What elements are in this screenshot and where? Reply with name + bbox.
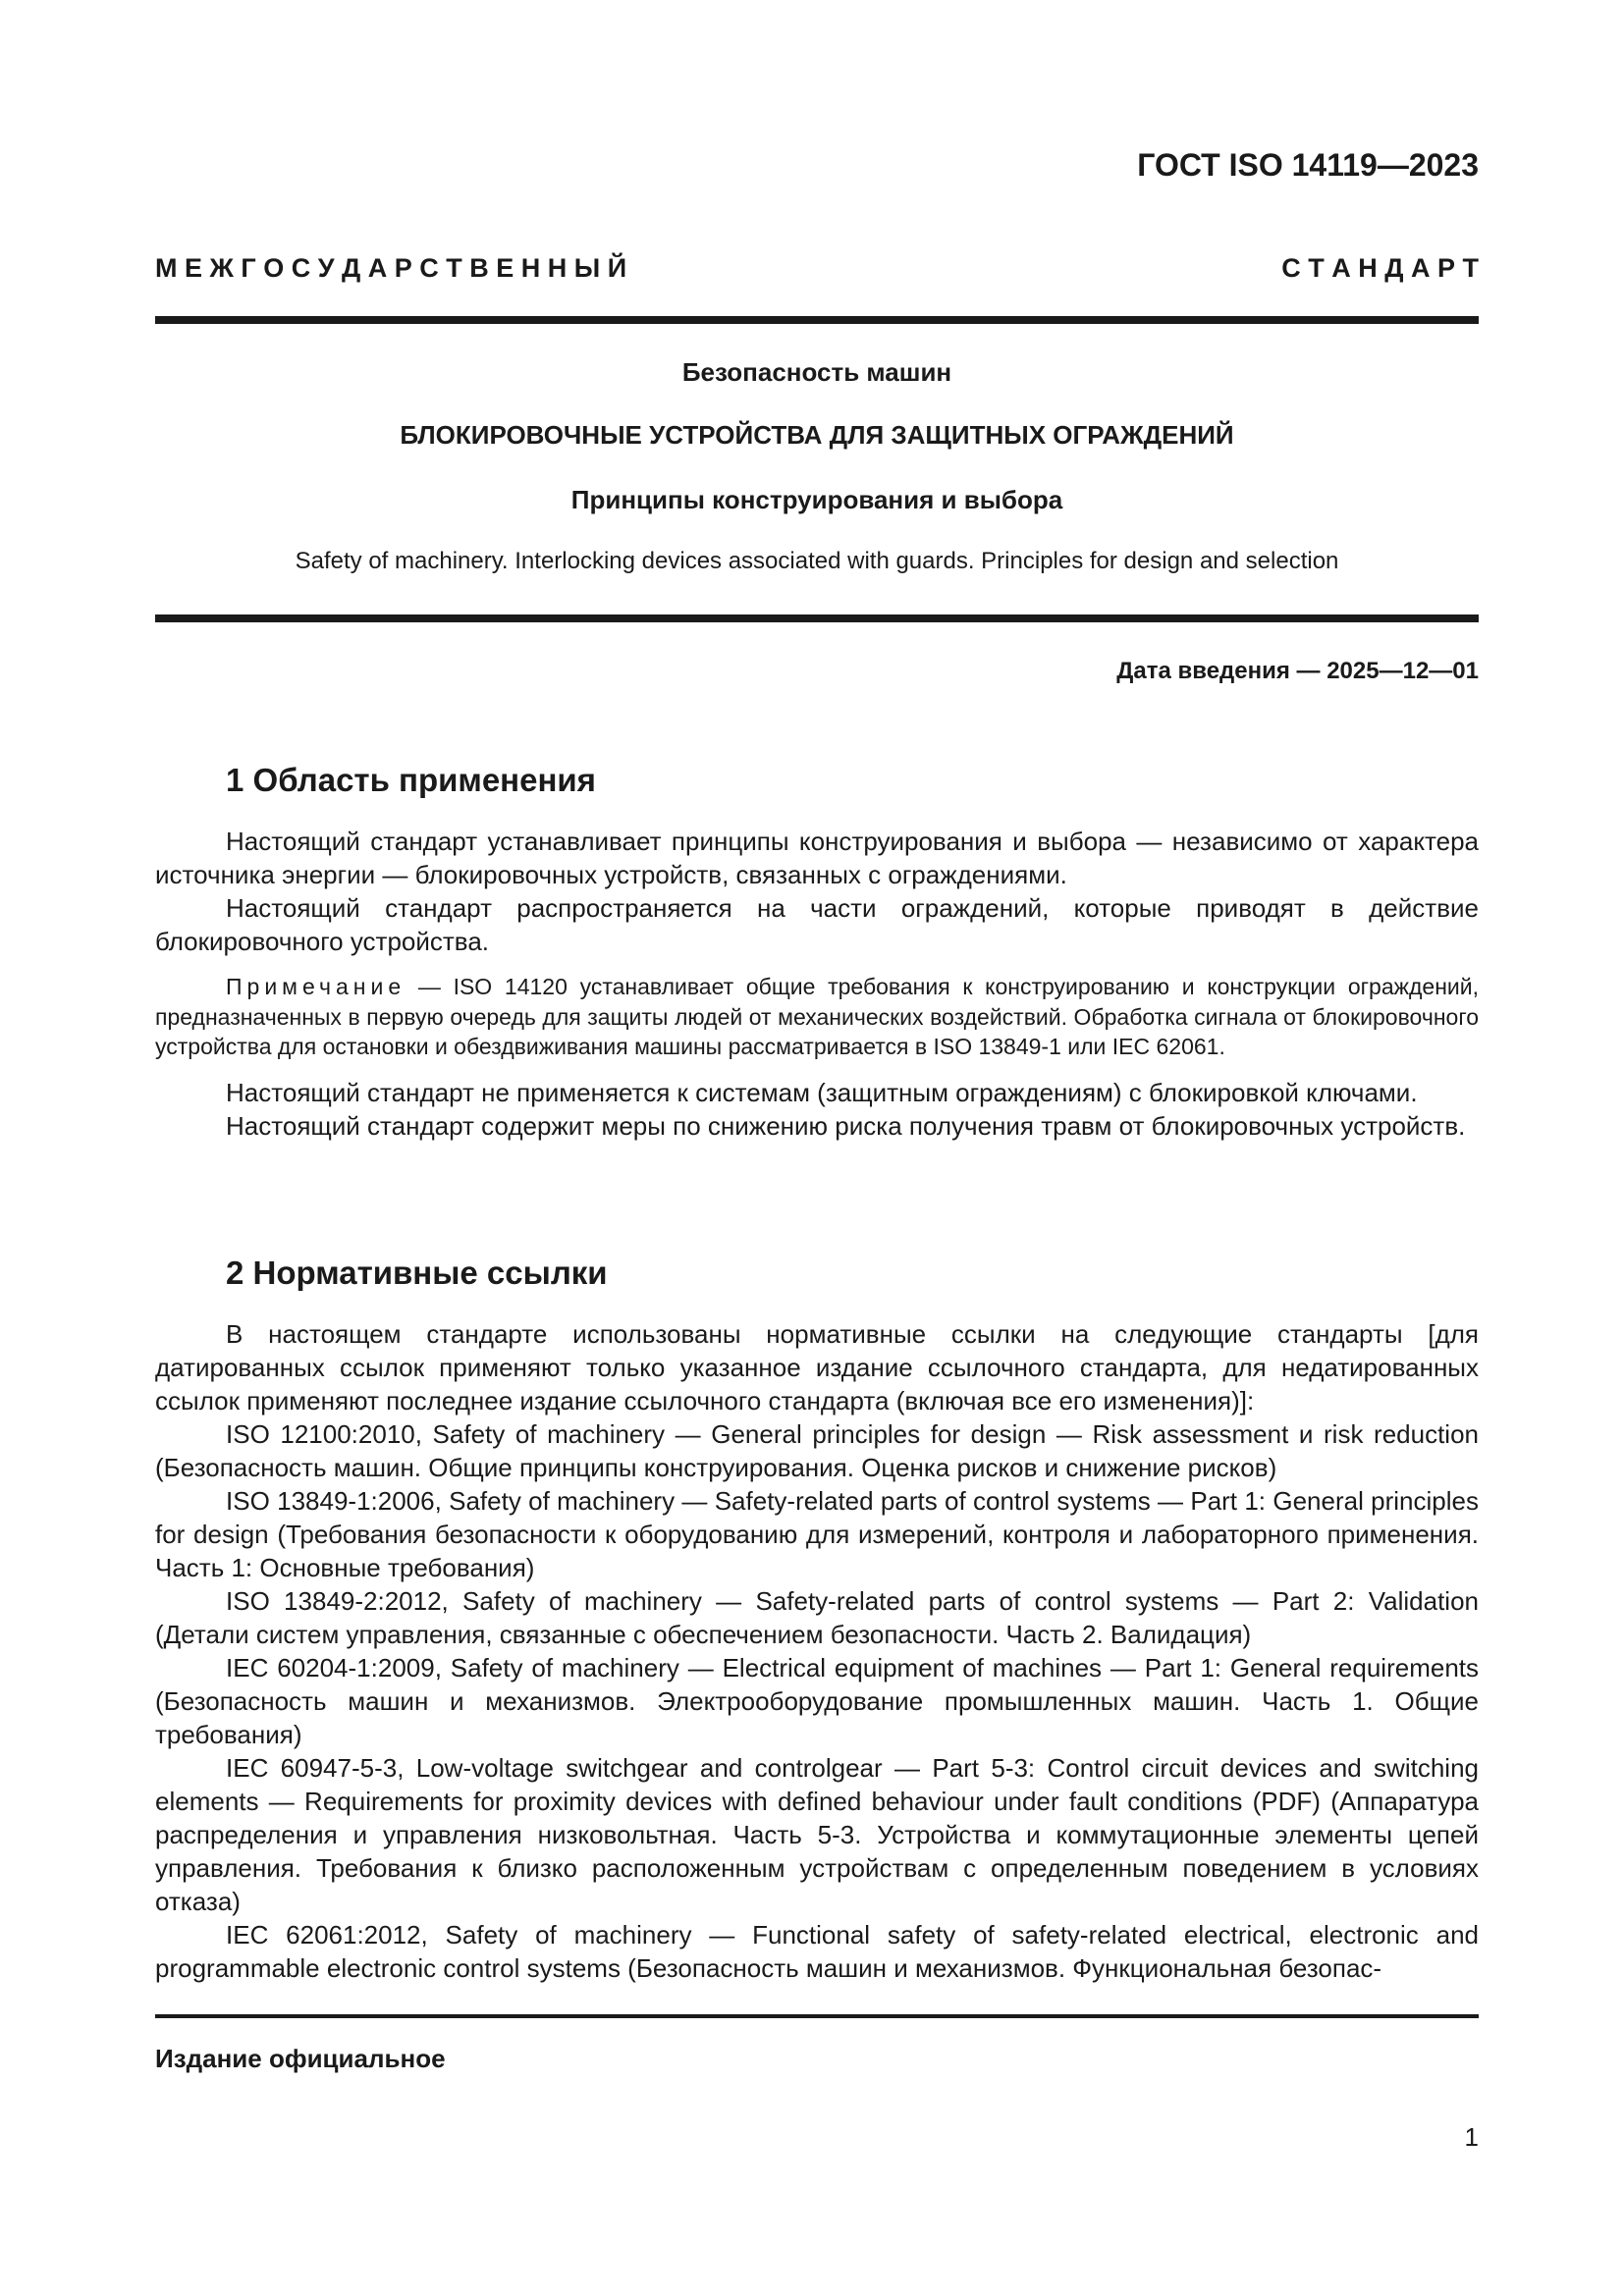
section-1-note	[155, 972, 1479, 1062]
reference-item: IEC 62061:2012, Safety of machinery — Functional safety of safety-related electrical, electronic and programmable electronic control systems (Безопасность машин и механизмов. Функциональная безопас-	[155, 1920, 1479, 1983]
section-2-heading: 2 Нормативные ссылки	[226, 1255, 608, 1291]
title-subtitle: Принципы конструирования и выбора	[570, 485, 1063, 514]
document-page	[155, 0, 1479, 2296]
section-1-heading: 1 Область применения	[226, 762, 596, 798]
title-english: Safety of machinery. Interlocking devices associated with guards. Principles for design and selection	[295, 548, 1339, 574]
section-1	[155, 762, 1479, 1143]
reference-item: ISO 12100:2010, Safety of machinery — General principles for design — Risk assessment и risk reduction (Безопасность машин. Общие принципы конструирования. Оценка рисков и снижение рисков)	[155, 1419, 1479, 1482]
section-1-paragraph: Настоящий стандарт устанавливает принципы конструирования и выбора — независимо от характера источника энергии — блокировочных устройств, связанных с ограждениями.	[155, 827, 1479, 889]
standard-type-left: М Е Ж Г О С У Д А Р С Т В Е Н Н Ы Й	[155, 253, 627, 283]
standard-type	[155, 253, 1479, 284]
title-divider	[155, 614, 1479, 622]
title-main: БЛОКИРОВОЧНЫЕ УСТРОЙСТВА ДЛЯ ЗАЩИТНЫХ ОГРАЖДЕНИЙ	[400, 420, 1234, 450]
title-category: Безопасность машин	[681, 357, 952, 387]
reference-item: ISO 13849-1:2006, Safety of machinery — Safety-related parts of control systems — Part 1: General principles for design (Требования безопасности к оборудованию для измерений, контроля и лабораторного применения. Часть 1: Основные требования)	[155, 1486, 1479, 1582]
note-label: Примечание	[226, 974, 406, 999]
section-2-intro: В настоящем стандарте использованы нормативные ссылки на следующие стандарты [для датированных ссылок применяют только указанное издание ссылочного стандарта, для недатированных ссылок применяют последнее издание ссылочного стандарта (включая все его изменения)]:	[155, 1319, 1479, 1415]
top-divider	[155, 316, 1479, 324]
edition-label: Издание официальное	[155, 2044, 446, 2073]
standard-number: ГОСТ ISO 14119—2023	[1137, 147, 1479, 183]
reference-item: IEC 60947-5-3, Low-voltage switchgear and controlgear — Part 5-3: Control circuit devices and switching elements — Requirements for proximity devices with defined behaviour under fault conditions (PDF) (Аппаратура распределения и управления низковольтная. Часть 5-3. Устройства и коммутационные элементы цепей управления. Требования к близко расположенным устройствам с определенным поведением в условиях отказа)	[155, 1753, 1479, 1916]
footer-divider	[155, 2014, 1479, 2018]
reference-item: ISO 13849-2:2012, Safety of machinery — Safety-related parts of control systems — Part 2: Validation (Детали систем управления, связанные с обеспечением безопасности. Часть 2. Валидация)	[155, 1586, 1479, 1649]
page-number: 1	[1464, 2122, 1479, 2152]
note-text: — ISO 14120 устанавливает общие требования к конструированию и конструкции ограждений, предназначенных в первую очередь для защиты людей от механических воздействий. Обработка сигнала от блокировочного устройства для остановки и обездвиживания машины рассматривается в ISO 13849-1 или IEC 62061.	[155, 974, 1479, 1059]
reference-item: IEC 60204-1:2009, Safety of machinery — Electrical equipment of machines — Part 1: General requirements (Безопасность машин и механизмов. Электрооборудование промышленных машин. Часть 1. Общие требования)	[155, 1653, 1479, 1749]
section-1-paragraph: Настоящий стандарт распространяется на части ограждений, которые приводят в действие блокировочного устройства.	[155, 893, 1479, 956]
section-1-paragraph: Настоящий стандарт не применяется к системам (защитным ограждениям) с блокировкой ключами.	[226, 1077, 1418, 1107]
introduction-date: Дата введения — 2025—12—01	[1116, 658, 1479, 684]
section-1-paragraph: Настоящий стандарт содержит меры по снижению риска получения травм от блокировочных устройств.	[226, 1110, 1466, 1141]
section-2	[155, 1255, 1479, 1985]
standard-type-right: С Т А Н Д А Р Т	[1281, 253, 1479, 283]
